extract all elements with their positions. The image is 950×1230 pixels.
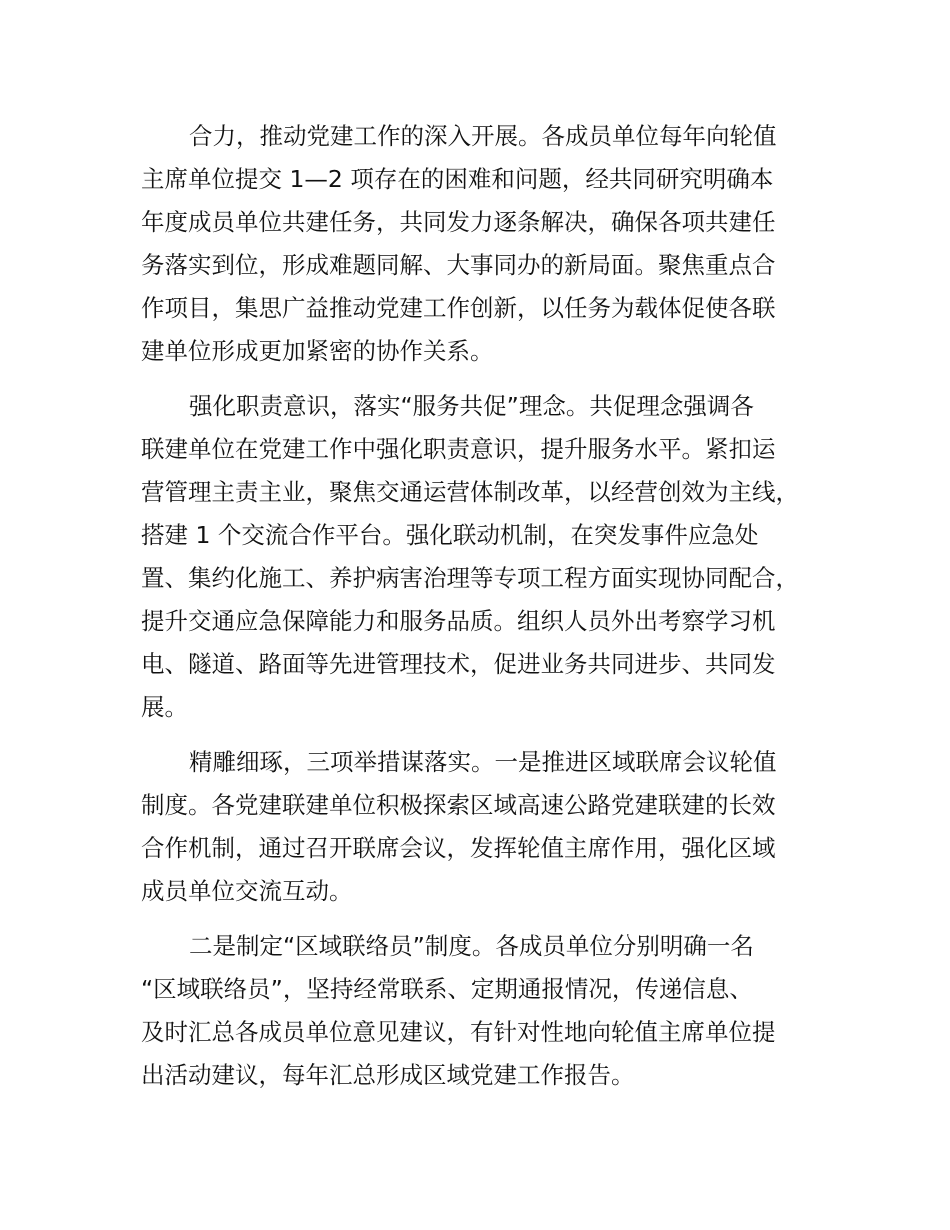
text-line: 及时汇总各成员单位意见建议，有针对性地向轮值主席单位提 [141,1018,776,1046]
text-line: 作项目，集思广益推动党建工作创新，以任务为载体促使各联 [141,294,776,322]
paragraph-3 [141,741,831,913]
text-line: 置、集约化施工、养护病害治理等专项工程方面实现协同配合， [141,564,799,592]
text-line: “区域联络员”，坚持经常联系、定期通报情况，传递信息、 [141,975,753,1003]
text-line: 展。 [141,693,188,721]
text-line: 营管理主责主业，聚焦交通运营体制改革，以经营创效为主线， [141,478,799,506]
text-line: 提升交通应急保障能力和服务品质。组织人员外出考察学习机 [141,607,776,635]
text-line: 年度成员单位共建任务，共同发力逐条解决，确保各项共建任 [141,208,776,236]
text-line: 联建单位在党建工作中强化职责意识，提升服务水平。紧扣运 [141,435,776,463]
text-line: 合作机制，通过召开联席会议，发挥轮值主席作用，强化区域 [141,834,776,862]
document-body [141,115,831,1109]
text-line: 搭建 1 个交流合作平台。强化联动机制，在突发事件应急处 [141,521,759,549]
text-line: 务落实到位，形成难题同解、大事同办的新局面。聚焦重点合 [141,251,776,279]
text-line: 二是制定“区域联络员”制度。各成员单位分别明确一名 [189,932,754,960]
text-line: 合力，推动党建工作的深入开展。各成员单位每年向轮值 [189,122,777,150]
text-line: 出活动建议，每年汇总形成区域党建工作报告。 [141,1061,635,1089]
text-line: 强化职责意识，落实“服务共促”理念。共促理念强调各 [189,392,754,420]
text-line: 制度。各党建联建单位积极探索区域高速公路党建联建的长效 [141,791,776,819]
paragraph-4 [141,925,831,1097]
paragraph-2 [141,385,831,729]
paragraph-1 [141,115,831,373]
text-line: 电、隧道、路面等先进管理技术，促进业务共同进步、共同发 [141,650,776,678]
text-line: 成员单位交流互动。 [141,877,353,905]
text-line: 建单位形成更加紧密的协作关系。 [141,337,494,365]
text-line: 主席单位提交 1—2 项存在的困难和问题，经共同研究明确本 [141,165,774,193]
text-line: 精雕细琢，三项举措谋落实。一是推进区域联席会议轮值 [189,748,777,776]
